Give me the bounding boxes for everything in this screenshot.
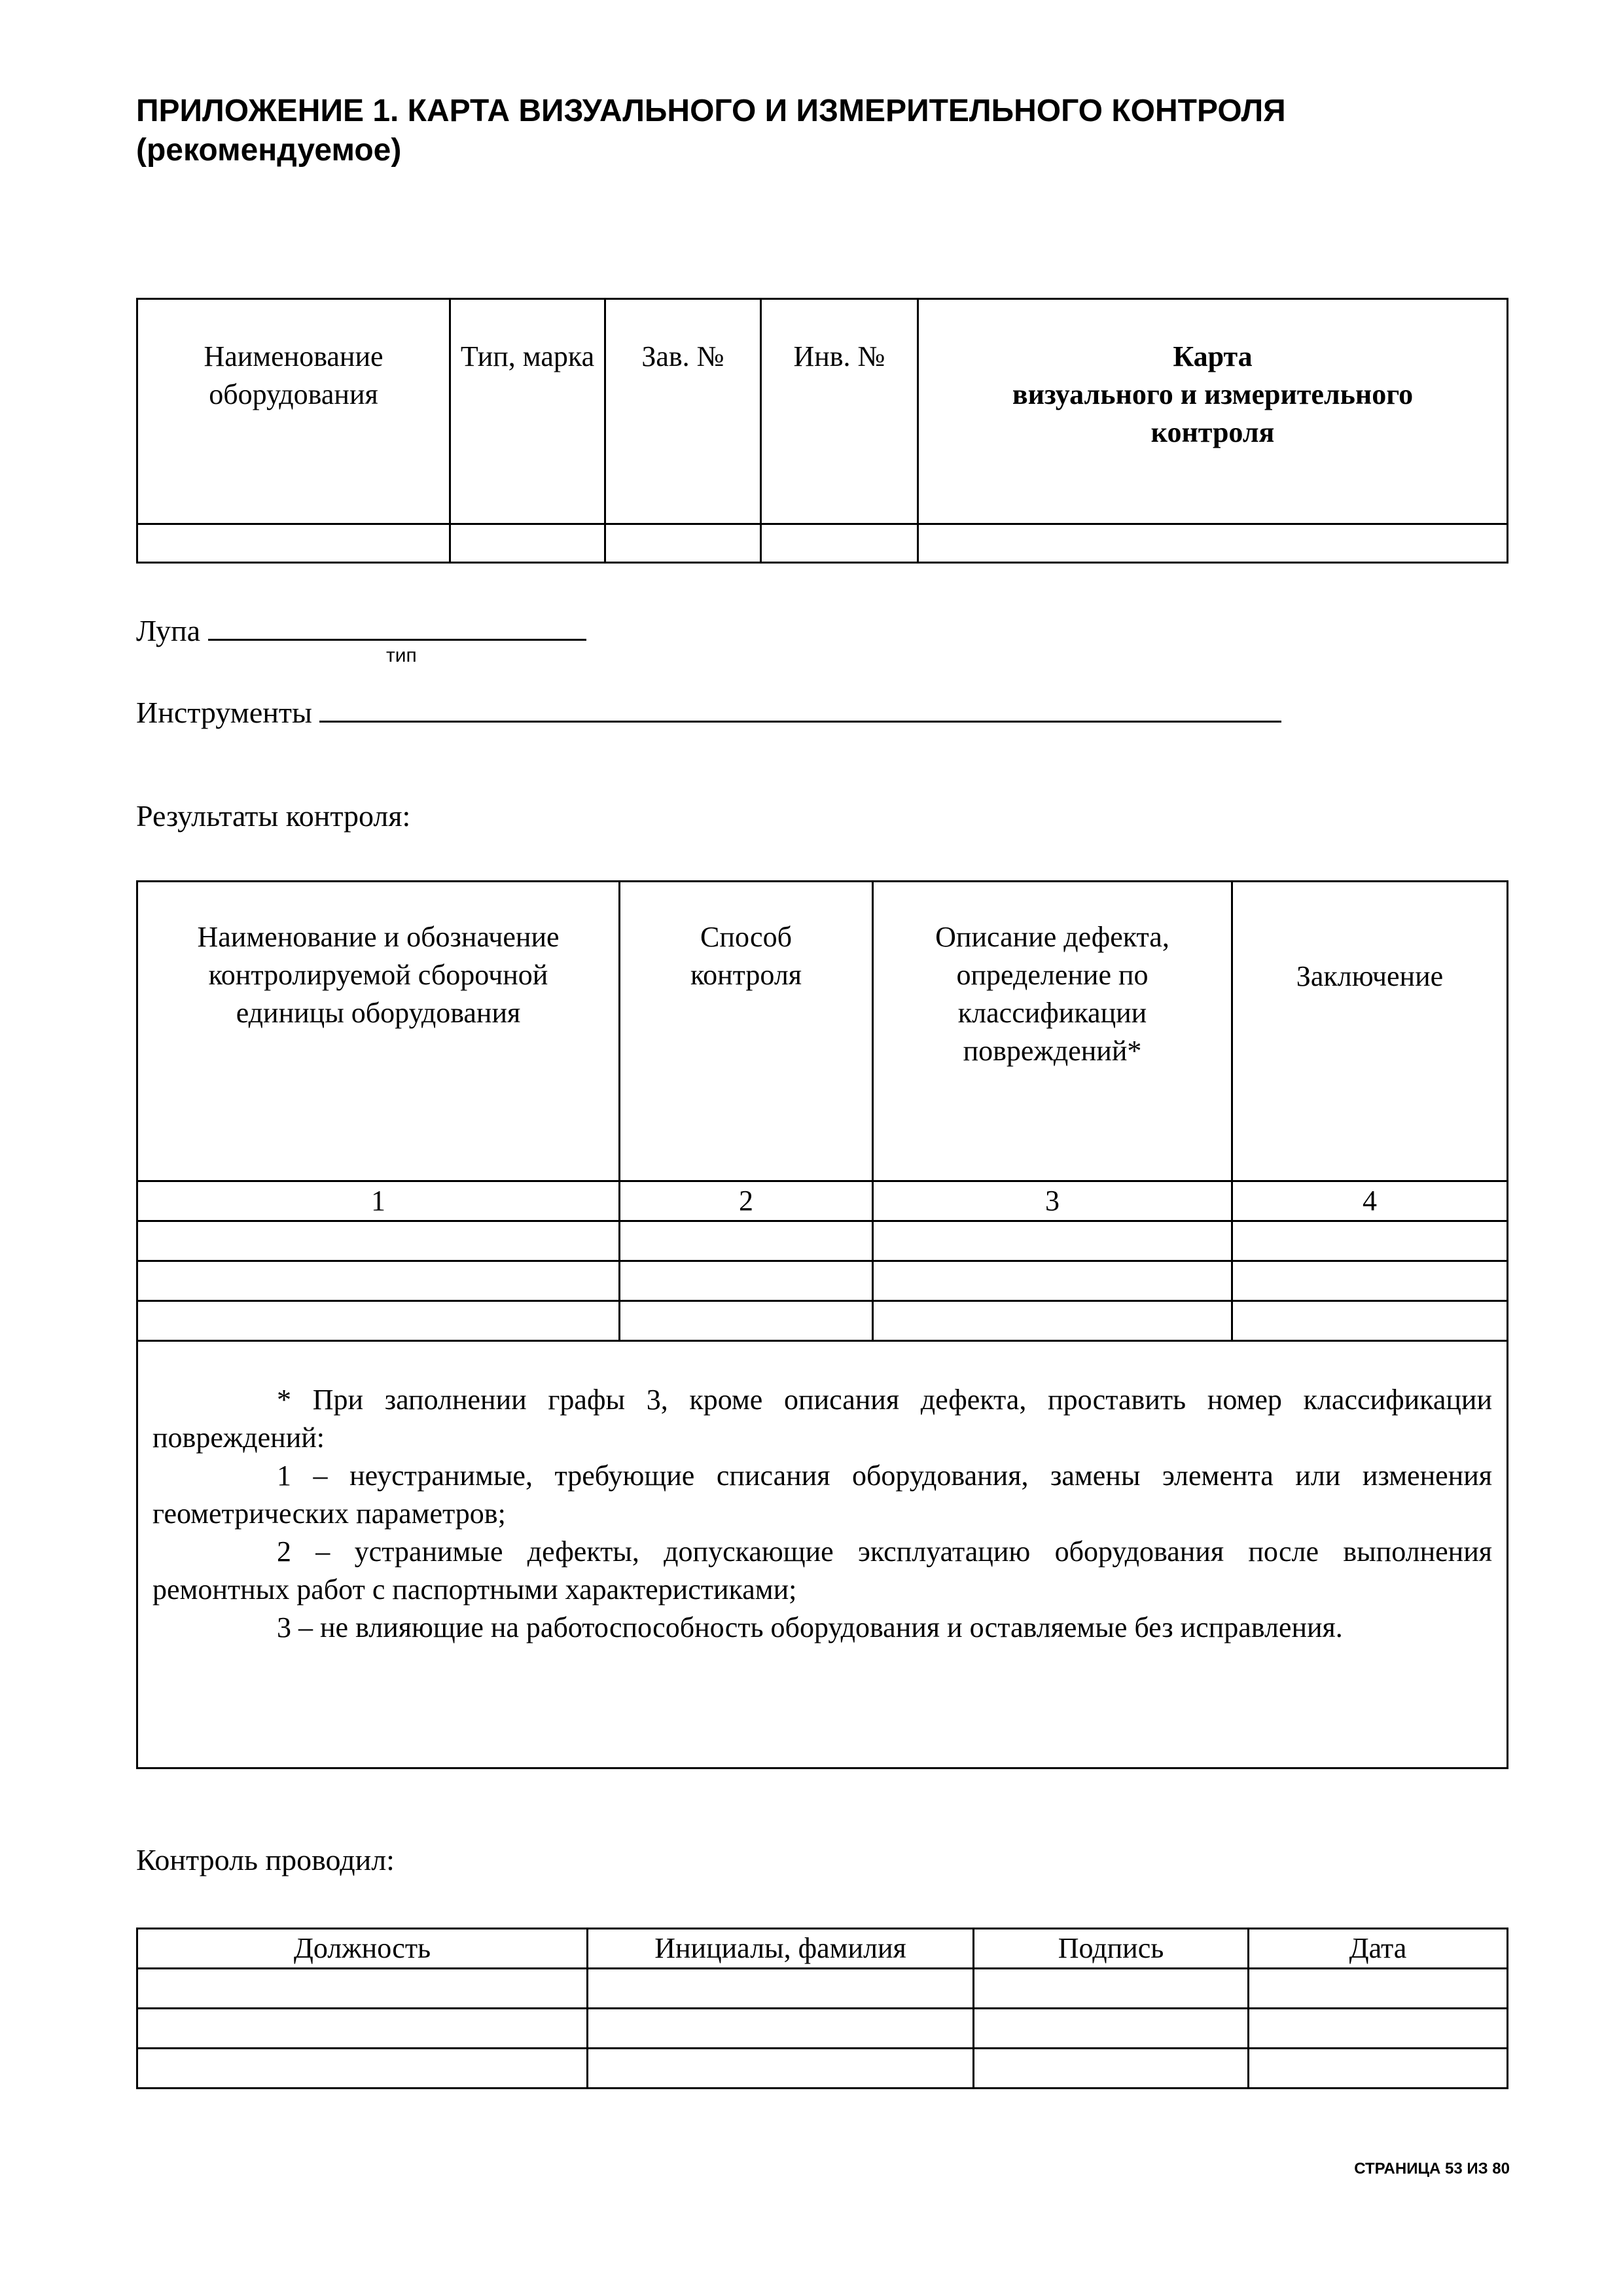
results-cell[interactable] xyxy=(873,1221,1232,1261)
classification-note xyxy=(137,1341,1508,1768)
column-number: 4 xyxy=(1232,1181,1508,1221)
results-row xyxy=(137,1221,1508,1261)
equipment-table xyxy=(136,298,1508,564)
results-header-row xyxy=(137,882,1508,1181)
results-row xyxy=(137,1301,1508,1341)
results-cell[interactable] xyxy=(620,1221,873,1261)
equipment-header-row xyxy=(137,299,1508,524)
card-title-line1: Карта xyxy=(1173,340,1253,372)
signoff-row xyxy=(137,1969,1508,2009)
results-number-row xyxy=(137,1181,1508,1221)
header-card-title xyxy=(918,299,1508,524)
tools-blank[interactable] xyxy=(319,691,1281,723)
signoff-cell[interactable] xyxy=(137,2009,588,2049)
signoff-row xyxy=(137,2049,1508,2089)
results-cell[interactable] xyxy=(620,1301,873,1341)
magnifier-label: Лупа xyxy=(136,614,201,647)
results-cell[interactable] xyxy=(873,1301,1232,1341)
header-equipment-name: Наименование оборудования xyxy=(137,299,450,524)
header-signature: Подпись xyxy=(974,1929,1249,1969)
signoff-cell[interactable] xyxy=(588,2009,974,2049)
type-brand-cell[interactable] xyxy=(450,524,605,563)
results-cell[interactable] xyxy=(873,1261,1232,1301)
note-paragraph: 3 – не влияющие на работоспособность оборудования и оставляемые без исправления. xyxy=(277,1611,1343,1643)
results-cell[interactable] xyxy=(137,1301,620,1341)
heading-title: ПРИЛОЖЕНИЕ 1. КАРТА ВИЗУАЛЬНОГО И ИЗМЕРИТЕЛЬНОГО КОНТРОЛЯ xyxy=(136,94,1286,128)
signoff-table xyxy=(136,1928,1508,2089)
note-paragraph: 2 – устранимые дефекты, допускающие эксплуатацию оборудования после выполнения ремонтных работ с паспортными характеристиками; xyxy=(152,1535,1492,1605)
signoff-cell[interactable] xyxy=(137,1969,588,2009)
results-cell[interactable] xyxy=(137,1221,620,1261)
results-cell[interactable] xyxy=(137,1261,620,1301)
signoff-cell[interactable] xyxy=(137,2049,588,2089)
column-number: 2 xyxy=(620,1181,873,1221)
header-serial-number: Зав. № xyxy=(605,299,761,524)
magnifier-caption: тип xyxy=(386,645,417,666)
results-title: Результаты контроля: xyxy=(136,799,411,833)
signoff-cell[interactable] xyxy=(588,1969,974,2009)
results-note-row xyxy=(137,1341,1508,1768)
header-control-method: Способ контроля xyxy=(620,882,873,1181)
tools-field xyxy=(136,691,1281,730)
equipment-input-row xyxy=(137,524,1508,563)
results-cell[interactable] xyxy=(1232,1301,1508,1341)
results-cell[interactable] xyxy=(620,1261,873,1301)
signoff-cell[interactable] xyxy=(1249,1969,1508,2009)
results-row xyxy=(137,1261,1508,1301)
results-cell[interactable] xyxy=(1232,1221,1508,1261)
page-number: СТРАНИЦА 53 ИЗ 80 xyxy=(1354,2160,1510,2178)
signoff-header-row xyxy=(137,1929,1508,1969)
signoff-cell[interactable] xyxy=(1249,2049,1508,2089)
header-conclusion: Заключение xyxy=(1232,882,1508,1181)
signoff-cell[interactable] xyxy=(974,2009,1249,2049)
card-cell[interactable] xyxy=(918,524,1508,563)
signoff-row xyxy=(137,2009,1508,2049)
signoff-cell[interactable] xyxy=(974,1969,1249,2009)
header-type-brand: Тип, марка xyxy=(450,299,605,524)
column-number: 1 xyxy=(137,1181,620,1221)
note-paragraph: 1 – неустранимые, требующие списания оборудования, замены элемента или изменения геометрических параметров; xyxy=(152,1460,1492,1530)
card-title-line2: визуального и измерительного контроля xyxy=(1012,378,1414,448)
equipment-name-cell[interactable] xyxy=(137,524,450,563)
header-defect-description: Описание дефекта, определение по классификации повреждений* xyxy=(873,882,1232,1181)
header-inventory-number: Инв. № xyxy=(761,299,918,524)
header-position: Должность xyxy=(137,1929,588,1969)
results-cell[interactable] xyxy=(1232,1261,1508,1301)
signoff-cell[interactable] xyxy=(974,2049,1249,2089)
column-number: 3 xyxy=(873,1181,1232,1221)
signoff-cell[interactable] xyxy=(588,2049,974,2089)
inventory-number-cell[interactable] xyxy=(761,524,918,563)
header-full-name: Инициалы, фамилия xyxy=(588,1929,974,1969)
signoff-title: Контроль проводил: xyxy=(136,1843,395,1876)
header-date: Дата xyxy=(1249,1929,1508,1969)
header-assembly-unit: Наименование и обозначение контролируемой сборочной единицы оборудования xyxy=(137,882,620,1181)
serial-number-cell[interactable] xyxy=(605,524,761,563)
heading-subtitle: (рекомендуемое) xyxy=(136,133,402,168)
magnifier-field xyxy=(136,609,586,648)
magnifier-blank[interactable] xyxy=(208,609,586,641)
signoff-cell[interactable] xyxy=(1249,2009,1508,2049)
page-heading xyxy=(136,92,1510,170)
results-table xyxy=(136,880,1508,1769)
note-paragraph: * При заполнении графы 3, кроме описания дефекта, проставить номер классификации повреждений: xyxy=(152,1384,1492,1454)
tools-label: Инструменты xyxy=(136,696,312,729)
